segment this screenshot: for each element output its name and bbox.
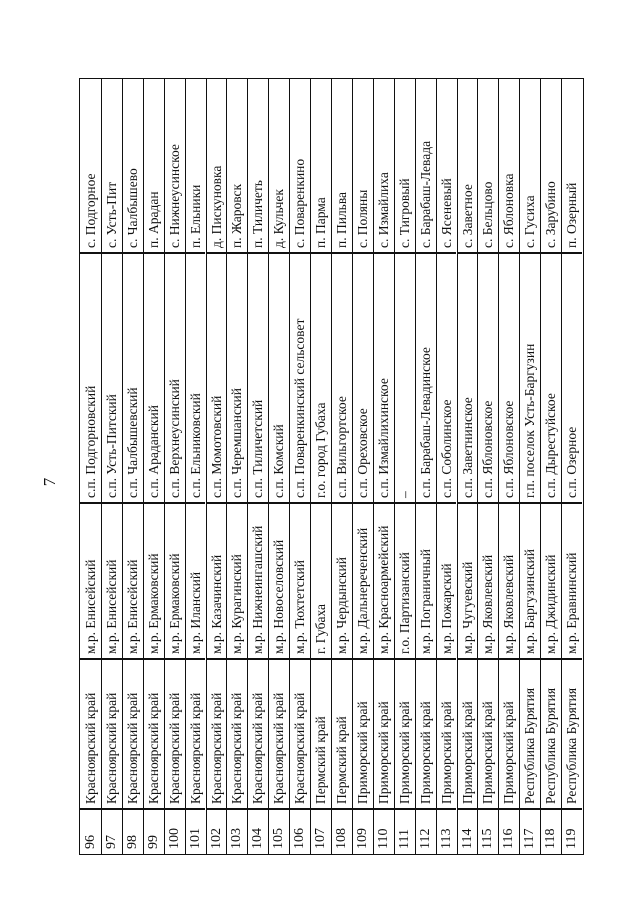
settlement-text: с.п. Ельниковский: [187, 393, 203, 498]
table-row: [540, 79, 561, 854]
locality-text: п. Арадан: [145, 191, 161, 248]
cell-district: [332, 503, 352, 659]
cell-settlement: [562, 253, 582, 503]
cell-settlement: [395, 253, 415, 503]
district-text: г. Губаха: [313, 603, 329, 654]
settlement-text: –: [396, 491, 412, 498]
district-text: м.р. Яковлевский: [501, 554, 517, 654]
locality-text: с. Гусиха: [522, 195, 538, 248]
district-text: м.р. Енисейский: [124, 559, 140, 654]
cell-locality: [207, 79, 227, 253]
cell-region: [102, 659, 122, 809]
settlement-text: с.п. Черемшанский: [229, 387, 245, 498]
cell-settlement: [353, 253, 373, 503]
region-text: Приморский край: [396, 701, 412, 804]
settlements-table: [79, 78, 584, 855]
row-number-text: 119: [564, 828, 580, 849]
cell-settlement: [123, 253, 143, 503]
region-text: Пермский край: [313, 716, 329, 804]
cell-row-number: [186, 809, 206, 853]
cell-district: [416, 503, 436, 659]
table-row: [477, 79, 498, 854]
cell-district: [123, 503, 143, 659]
cell-region: [332, 659, 352, 809]
table-row: [143, 79, 164, 854]
locality-text: с. Нижнеусинское: [166, 144, 182, 248]
cell-region: [311, 659, 331, 809]
table-row: [310, 79, 331, 854]
region-text: Красноярский край: [208, 692, 224, 804]
region-text: Красноярский край: [124, 692, 140, 804]
row-number-text: 102: [208, 828, 224, 849]
cell-region: [520, 659, 540, 809]
cell-settlement: [165, 253, 185, 503]
district-text: м.р. Курагинский: [229, 554, 245, 654]
settlement-text: г.п. поселок Усть-Баргузин: [522, 343, 538, 498]
row-number-text: 96: [82, 835, 98, 849]
cell-region: [374, 659, 394, 809]
cell-row-number: [437, 809, 457, 853]
cell-row-number: [207, 809, 227, 853]
district-text: м.р. Енисейский: [103, 559, 119, 654]
locality-text: с. Поваренкино: [292, 158, 308, 248]
region-text: Приморский край: [354, 701, 370, 804]
cell-row-number: [269, 809, 289, 853]
table-row: [436, 79, 457, 854]
row-number-text: 117: [522, 828, 538, 849]
cell-locality: [541, 79, 561, 253]
table-row: [457, 79, 478, 854]
settlement-text: с.п. Подгорновский: [82, 385, 98, 498]
cell-locality: [269, 79, 289, 253]
cell-row-number: [165, 809, 185, 853]
district-text: м.р. Джидинский: [543, 554, 559, 654]
locality-text: д. Кульчек: [271, 189, 287, 248]
cell-locality: [144, 79, 164, 253]
cell-locality: [332, 79, 352, 253]
cell-region: [458, 659, 478, 809]
row-number-text: 109: [354, 828, 370, 849]
table-row: [122, 79, 143, 854]
district-text: м.р. Иланский: [187, 571, 203, 654]
cell-row-number: [248, 809, 268, 853]
region-text: Республика Бурятия: [543, 687, 559, 804]
locality-text: с. Поляны: [354, 189, 370, 248]
locality-text: с. Заветное: [459, 184, 475, 248]
region-text: Красноярский край: [292, 692, 308, 804]
settlement-text: с.п. Момотовский: [208, 395, 224, 498]
cell-locality: [499, 79, 519, 253]
district-text: м.р. Дальнереченский: [354, 527, 370, 654]
cell-region: [248, 659, 268, 809]
locality-text: п. Пильва: [334, 191, 349, 248]
locality-text: с. Усть-Пит: [103, 181, 119, 248]
cell-settlement: [437, 253, 457, 503]
district-text: м.р. Пограничный: [417, 549, 433, 654]
region-text: Красноярский край: [166, 692, 182, 804]
cell-district: [144, 503, 164, 659]
cell-region: [123, 659, 143, 809]
locality-text: с. Измайлиха: [375, 172, 391, 248]
table-row: [247, 79, 268, 854]
cell-region: [269, 659, 289, 809]
row-number-text: 111: [396, 829, 412, 849]
cell-settlement: [144, 253, 164, 503]
settlement-text: с.п. Дыреcтуйское: [543, 393, 559, 498]
cell-settlement: [478, 253, 498, 503]
cell-locality: [395, 79, 415, 253]
cell-region: [227, 659, 247, 809]
cell-row-number: [541, 809, 561, 853]
cell-settlement: [102, 253, 122, 503]
region-text: Приморский край: [501, 701, 517, 804]
cell-region: [80, 659, 101, 809]
cell-settlement: [520, 253, 540, 503]
cell-settlement: [227, 253, 247, 503]
table-row: [394, 79, 415, 854]
table-row: [289, 79, 310, 854]
cell-district: [290, 503, 310, 659]
table-row: [80, 79, 101, 854]
cell-settlement: [374, 253, 394, 503]
cell-district: [562, 503, 582, 659]
region-text: Приморский край: [438, 701, 454, 804]
settlement-text: с.п. Яблоновское: [501, 400, 517, 498]
region-text: Приморский край: [375, 701, 391, 804]
row-number-text: 112: [417, 828, 433, 849]
cell-locality: [416, 79, 436, 253]
cell-locality: [165, 79, 185, 253]
settlement-text: с.п. Чалбышевский: [124, 387, 140, 498]
cell-row-number: [144, 809, 164, 853]
cell-district: [395, 503, 415, 659]
cell-row-number: [416, 809, 436, 853]
cell-district: [207, 503, 227, 659]
table-row: [206, 79, 227, 854]
settlement-text: с.п. Измайлихинское: [375, 378, 391, 498]
locality-text: с. Барабаш-Левада: [417, 140, 433, 248]
district-text: м.р. Красноармейский: [375, 525, 391, 654]
locality-text: с. Зарубино: [543, 181, 559, 248]
district-text: м.р. Пожарский: [438, 563, 454, 654]
region-text: Приморский край: [480, 701, 496, 804]
settlement-text: с.п. Усть-Питский: [103, 394, 119, 498]
table-row: [415, 79, 436, 854]
cell-region: [207, 659, 227, 809]
cell-locality: [562, 79, 582, 253]
cell-settlement: [248, 253, 268, 503]
cell-region: [499, 659, 519, 809]
table-row: [519, 79, 540, 854]
row-number-text: 104: [250, 828, 266, 849]
region-text: Республика Бурятия: [564, 687, 580, 804]
cell-row-number: [80, 809, 101, 853]
district-text: м.р. Новоселовский: [271, 539, 287, 654]
cell-locality: [374, 79, 394, 253]
cell-locality: [80, 79, 101, 253]
row-number-text: 103: [229, 828, 245, 849]
cell-settlement: [416, 253, 436, 503]
settlement-text: с.п. Комский: [271, 424, 287, 498]
settlement-text: с.п. Ореховское: [354, 408, 370, 498]
locality-text: с. Ясеневый: [438, 178, 454, 248]
settlement-text: с.п. Озерное: [564, 426, 580, 498]
cell-settlement: [311, 253, 331, 503]
region-text: Красноярский край: [103, 692, 119, 804]
cell-settlement: [332, 253, 352, 503]
cell-district: [478, 503, 498, 659]
region-text: Красноярский край: [229, 692, 245, 804]
cell-district: [437, 503, 457, 659]
cell-row-number: [227, 809, 247, 853]
cell-district: [541, 503, 561, 659]
cell-settlement: [207, 253, 227, 503]
district-text: м.р. Еравнинский: [564, 552, 580, 654]
district-text: м.р. Енисейский: [82, 559, 98, 654]
locality-text: п. Озерный: [564, 182, 580, 248]
cell-district: [248, 503, 268, 659]
settlement-text: с.п. Араданский: [145, 405, 161, 498]
cell-region: [290, 659, 310, 809]
cell-region: [186, 659, 206, 809]
cell-district: [80, 503, 101, 659]
cell-locality: [123, 79, 143, 253]
cell-district: [311, 503, 331, 659]
row-number-text: 100: [166, 828, 182, 849]
settlement-text: с.п. Тиличетский: [250, 399, 266, 498]
district-text: м.р. Чердынский: [334, 557, 349, 654]
row-number-text: 105: [271, 828, 287, 849]
settlement-text: с.п. Верхнеусинский: [166, 379, 182, 498]
region-text: Красноярский край: [187, 692, 203, 804]
cell-row-number: [395, 809, 415, 853]
cell-settlement: [269, 253, 289, 503]
district-text: м.р. Казачинский: [208, 554, 224, 654]
cell-locality: [458, 79, 478, 253]
cell-region: [144, 659, 164, 809]
region-text: Приморский край: [459, 701, 475, 804]
locality-text: п. Жаровск: [229, 183, 245, 248]
locality-text: с. Тигровый: [396, 178, 412, 248]
table-row: [561, 79, 582, 854]
cell-locality: [186, 79, 206, 253]
cell-district: [458, 503, 478, 659]
cell-row-number: [102, 809, 122, 853]
table-row: [101, 79, 122, 854]
district-text: г.о. Партизанский: [396, 552, 412, 654]
cell-row-number: [353, 809, 373, 853]
locality-text: с. Чалбышево: [124, 168, 140, 248]
cell-row-number: [458, 809, 478, 853]
cell-district: [186, 503, 206, 659]
row-number-text: 101: [187, 828, 203, 849]
cell-district: [353, 503, 373, 659]
settlement-text: с.п. Заветнинское: [459, 397, 475, 498]
locality-text: п. Ельники: [187, 184, 203, 248]
table-row: [226, 79, 247, 854]
table-row: [164, 79, 185, 854]
cell-row-number: [562, 809, 582, 853]
district-text: м.р. Ермаковский: [166, 553, 182, 654]
table-row: [373, 79, 394, 854]
cell-locality: [248, 79, 268, 253]
row-number-text: 116: [501, 828, 517, 849]
cell-row-number: [290, 809, 310, 853]
locality-text: с. Подгорное: [82, 173, 98, 248]
region-text: Красноярский край: [145, 692, 161, 804]
row-number-text: 98: [124, 835, 140, 849]
locality-text: д. Пискуновка: [208, 165, 224, 248]
table-row: [185, 79, 206, 854]
region-text: Пермский край: [334, 716, 349, 804]
cell-region: [437, 659, 457, 809]
cell-region: [478, 659, 498, 809]
cell-district: [374, 503, 394, 659]
district-text: м.р. Нижнеингашский: [250, 525, 266, 654]
cell-row-number: [311, 809, 331, 853]
settlement-text: г.о. город Губаха: [313, 402, 329, 498]
row-number-text: 107: [313, 828, 329, 849]
table-row: [352, 79, 373, 854]
cell-locality: [290, 79, 310, 253]
cell-row-number: [374, 809, 394, 853]
row-number-text: 115: [480, 828, 496, 849]
cell-locality: [437, 79, 457, 253]
row-number-text: 108: [334, 828, 349, 849]
table-row: [498, 79, 519, 854]
settlement-text: с.п. Барабаш-Левадинское: [417, 347, 433, 498]
table-row: [268, 79, 289, 854]
cell-locality: [520, 79, 540, 253]
locality-text: п. Парма: [313, 197, 329, 248]
cell-locality: [353, 79, 373, 253]
region-text: Красноярский край: [82, 692, 98, 804]
region-text: Красноярский край: [271, 692, 287, 804]
district-text: м.р. Ермаковский: [145, 553, 161, 654]
district-text: м.р. Тюхтетский: [292, 560, 308, 654]
region-text: Приморский край: [417, 701, 433, 804]
cell-district: [520, 503, 540, 659]
cell-locality: [227, 79, 247, 253]
district-text: м.р. Чугуевский: [459, 561, 475, 654]
page-number: 7: [40, 477, 59, 487]
cell-row-number: [520, 809, 540, 853]
cell-row-number: [499, 809, 519, 853]
cell-settlement: [541, 253, 561, 503]
cell-region: [165, 659, 185, 809]
cell-row-number: [478, 809, 498, 853]
cell-row-number: [332, 809, 352, 853]
cell-locality: [102, 79, 122, 253]
settlement-text: с.п. Поваренкинский сельсовет: [292, 318, 308, 498]
cell-region: [562, 659, 582, 809]
cell-settlement: [458, 253, 478, 503]
cell-region: [416, 659, 436, 809]
cell-locality: [478, 79, 498, 253]
row-number-text: 106: [292, 828, 308, 849]
cell-row-number: [123, 809, 143, 853]
row-number-text: 99: [145, 835, 161, 849]
locality-text: с. Яблоновка: [501, 173, 517, 248]
district-text: м.р. Яковлевский: [480, 554, 496, 654]
row-number-text: 113: [438, 828, 454, 849]
row-number-text: 118: [543, 828, 559, 849]
row-number-text: 110: [375, 828, 391, 849]
cell-settlement: [499, 253, 519, 503]
cell-region: [395, 659, 415, 809]
row-number-text: 97: [103, 835, 119, 849]
region-text: Красноярский край: [250, 692, 266, 804]
cell-district: [227, 503, 247, 659]
cell-region: [353, 659, 373, 809]
cell-region: [541, 659, 561, 809]
locality-text: с. Бельцово: [480, 181, 496, 248]
cell-locality: [311, 79, 331, 253]
cell-district: [165, 503, 185, 659]
settlement-text: с.п. Яблоновское: [480, 400, 496, 498]
cell-district: [269, 503, 289, 659]
region-text: Республика Бурятия: [522, 687, 538, 804]
cell-settlement: [80, 253, 101, 503]
settlement-text: с.п. Соболинское: [438, 399, 454, 498]
cell-settlement: [186, 253, 206, 503]
table-row: [331, 79, 352, 854]
cell-district: [102, 503, 122, 659]
cell-district: [499, 503, 519, 659]
row-number-text: 114: [459, 828, 475, 849]
cell-settlement: [290, 253, 310, 503]
settlement-text: с.п. Вильгортское: [334, 396, 349, 498]
district-text: м.р. Баргузинский: [522, 549, 538, 654]
locality-text: п. Тиличеть: [250, 180, 266, 248]
